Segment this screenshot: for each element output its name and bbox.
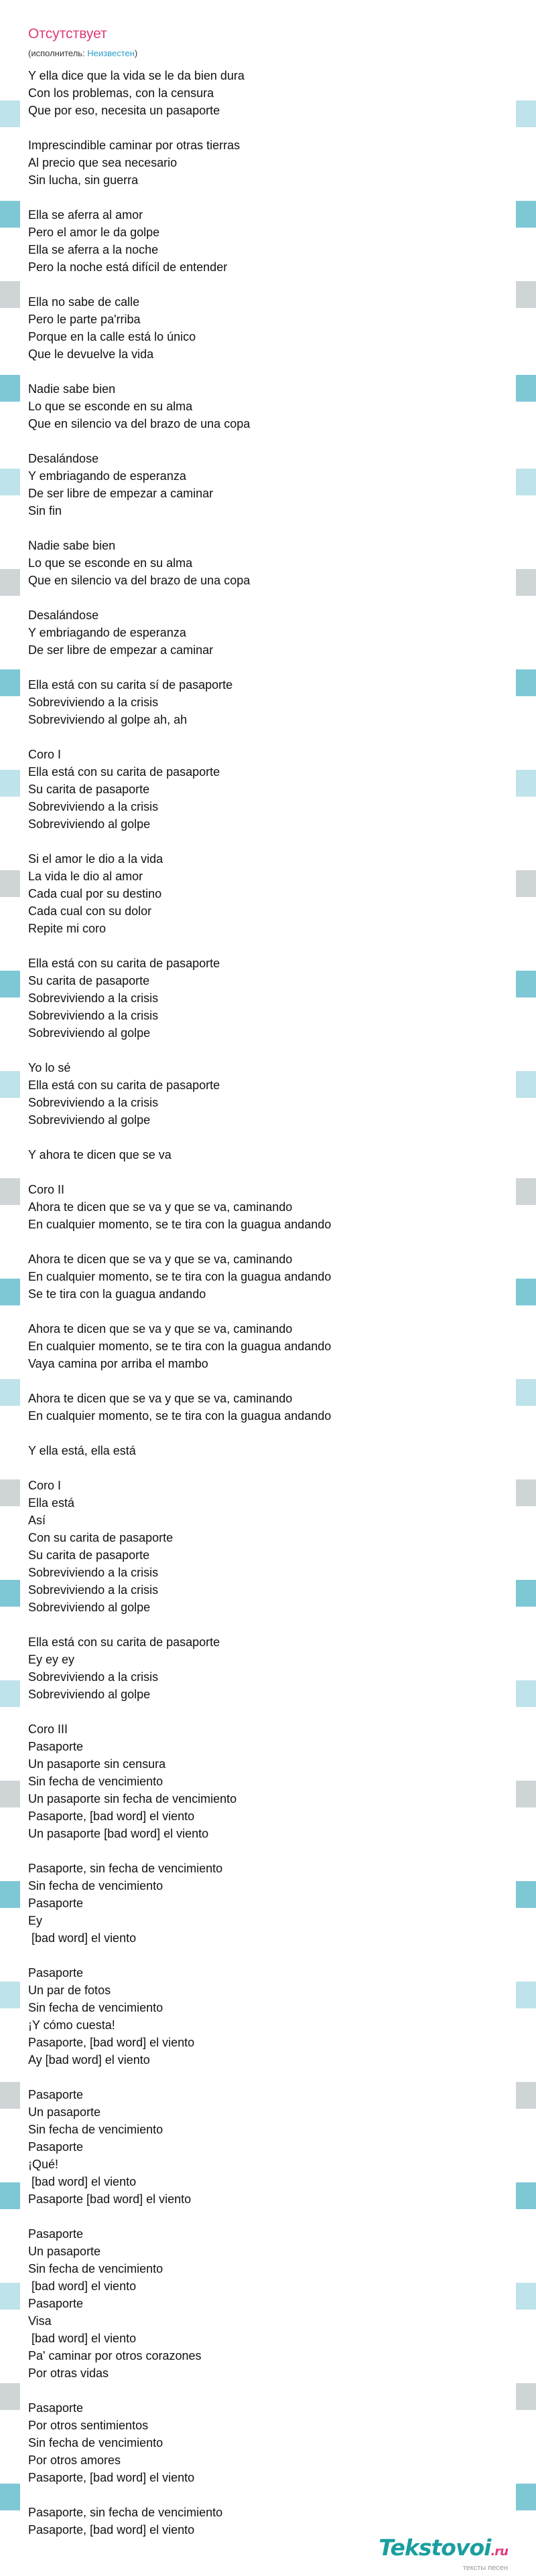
lyric-spacer: [28, 1616, 497, 1633]
lyric-line: Pasaporte, [bad word] el viento: [28, 1809, 195, 1823]
lyric-line: Porque en la calle está lo único: [28, 330, 196, 343]
lyric-line: Con su carita de pasaporte: [28, 1531, 174, 1544]
lyric-line: Ay [bad word] el viento: [28, 2053, 150, 2067]
lyric-line: Sin fecha de vencimiento: [28, 2262, 163, 2275]
lyric-spacer: [28, 189, 497, 206]
lyric-spacer: [28, 589, 497, 607]
lyric-line: Si el amor le dio a la vida: [28, 852, 163, 866]
lyric-line: Desalándose: [28, 452, 99, 465]
artist-prefix: (исполнитель:: [28, 48, 88, 58]
lyric-line: Sin fecha de vencimiento: [28, 2123, 163, 2136]
logo-name: Tekstovoi: [379, 2534, 491, 2561]
lyric-line: Sobreviviendo al golpe: [28, 1601, 151, 1614]
lyric-line: Pasaporte: [28, 1897, 84, 1910]
lyric-line: Su carita de pasaporte: [28, 974, 150, 987]
lyric-line: Por otras vidas: [28, 2366, 109, 2380]
lyric-line: Por otros sentimientos: [28, 2419, 149, 2432]
lyric-spacer: [28, 1303, 497, 1320]
lyric-line: Coro I: [28, 748, 62, 761]
logo-tld: .ru: [490, 2545, 508, 2559]
lyric-line: Ella no sabe de calle: [28, 295, 140, 309]
lyric-line: Pasaporte: [28, 2088, 84, 2101]
lyric-line: Un pasaporte: [28, 2105, 101, 2119]
lyric-line: Cada cual por su destino: [28, 887, 162, 900]
lyric-spacer: [28, 2069, 497, 2086]
lyric-line: Sobreviviendo a la crisis: [28, 1583, 159, 1597]
artist-line: [28, 48, 137, 59]
lyric-line: Ey ey ey: [28, 1653, 75, 1666]
lyric-line: Pero le parte pa'rriba: [28, 313, 141, 326]
lyric-line: Ella está con su carita de pasaporte: [28, 1635, 220, 1649]
lyric-spacer: [28, 1233, 497, 1251]
lyric-line: Imprescindible caminar por otras tierras: [28, 139, 241, 152]
lyric-line: Y embriagando de esperanza: [28, 626, 186, 639]
lyric-spacer: [28, 276, 497, 293]
lyric-spacer: [28, 2382, 497, 2399]
lyric-line: Un par de fotos: [28, 1984, 111, 1997]
lyric-line: La vida le dio al amor: [28, 870, 143, 883]
lyric-line: Con los problemas, con la censura: [28, 86, 214, 100]
artist-suffix: ): [134, 48, 138, 58]
lyric-line: Sobreviviendo al golpe: [28, 1688, 151, 1701]
lyric-line: Yo lo sé: [28, 1061, 71, 1074]
lyric-line: Sin fin: [28, 504, 62, 517]
lyric-line: Que en silencio va del brazo de una copa: [28, 417, 251, 430]
lyric-line: Ahora te dicen que se va y que se va, caminando: [28, 1322, 293, 1336]
lyric-line: Ella se aferra al amor: [28, 208, 143, 222]
lyric-line: Que por eso, necesita un pasaporte: [28, 104, 220, 117]
lyric-line: Pero la noche está difícil de entender: [28, 260, 228, 274]
lyric-line: Pasaporte, [bad word] el viento: [28, 2523, 195, 2537]
lyric-spacer: [28, 728, 497, 746]
lyric-line: Sin fecha de vencimiento: [28, 2001, 163, 2014]
lyric-line: Pasaporte, [bad word] el viento: [28, 2036, 195, 2049]
lyric-line: Nadie sabe bien: [28, 539, 116, 552]
lyric-line: Que en silencio va del brazo de una copa: [28, 574, 251, 587]
lyric-line: Sobreviviendo a la crisis: [28, 1566, 159, 1579]
lyric-spacer: [28, 2486, 497, 2504]
lyric-line: [bad word] el viento: [28, 1931, 137, 1945]
lyric-spacer: [28, 519, 497, 537]
lyric-line: Ella está con su carita de pasaporte: [28, 1078, 220, 1092]
lyric-line: Ella está con su carita de pasaporte: [28, 765, 220, 779]
lyric-line: Pero el amor le da golpe: [28, 226, 160, 239]
lyric-line: ¡Qué!: [28, 2158, 59, 2171]
lyric-line: Un pasaporte: [28, 2245, 101, 2258]
lyric-line: Ella se aferra a la noche: [28, 243, 159, 256]
lyric-line: De ser libre de empezar a caminar: [28, 487, 214, 500]
lyric-line: Sobreviviendo a la crisis: [28, 800, 159, 813]
lyric-line: Sobreviviendo a la crisis: [28, 1670, 159, 1684]
page-title: Отсутствует: [28, 26, 107, 42]
lyric-spacer: [28, 1703, 497, 1720]
lyric-line: Pasaporte: [28, 2140, 84, 2154]
lyric-spacer: [28, 659, 497, 676]
lyric-line: Nadie sabe bien: [28, 382, 116, 396]
lyric-line: Visa: [28, 2314, 52, 2328]
lyric-line: Un pasaporte sin fecha de vencimiento: [28, 1792, 237, 1805]
lyric-line: Sobreviviendo a la crisis: [28, 1096, 159, 1109]
lyric-line: Vaya camina por arriba el mambo: [28, 1357, 208, 1370]
lyric-line: Y ella dice que la vida se le da bien dura: [28, 69, 245, 82]
lyric-line: Pasaporte, [bad word] el viento: [28, 2471, 195, 2484]
lyric-line: Sobreviviendo al golpe: [28, 1026, 151, 1040]
lyric-line: Sobreviviendo a la crisis: [28, 1009, 159, 1022]
lyric-line: Así: [28, 1514, 46, 1527]
lyric-line: Lo que se esconde en su alma: [28, 400, 193, 413]
site-logo[interactable]: [379, 2536, 508, 2572]
logo-tagline: тексты песен: [462, 2564, 508, 2572]
lyric-spacer: [28, 937, 497, 955]
lyric-spacer: [28, 1129, 497, 1146]
lyric-line: Pasaporte: [28, 2297, 84, 2310]
lyric-line: En cualquier momento, se te tira con la guagua andando: [28, 1340, 332, 1353]
lyric-line: Por otros amores: [28, 2453, 121, 2467]
lyric-line: Coro III: [28, 1722, 68, 1736]
lyric-line: Pa' caminar por otros corazones: [28, 2349, 202, 2362]
lyric-spacer: [28, 1947, 497, 1964]
lyric-line: Desalándose: [28, 609, 99, 622]
lyric-line: [bad word] el viento: [28, 2175, 137, 2188]
lyric-spacer: [28, 1842, 497, 1860]
lyric-line: Cada cual con su dolor: [28, 904, 152, 918]
lyric-line: Ahora te dicen que se va y que se va, caminando: [28, 1392, 293, 1405]
lyric-line: Un pasaporte [bad word] el viento: [28, 1827, 209, 1840]
lyric-line: Lo que se esconde en su alma: [28, 556, 193, 570]
artist-link[interactable]: Неизвестен: [87, 48, 135, 58]
lyric-line: En cualquier momento, se te tira con la guagua andando: [28, 1218, 332, 1231]
lyric-line: Pasaporte: [28, 2227, 84, 2241]
lyric-line: Ella está con su carita sí de pasaporte: [28, 678, 233, 692]
lyric-line: Un pasaporte sin censura: [28, 1757, 166, 1771]
lyric-line: ¡Y cómo cuesta!: [28, 2018, 115, 2032]
lyric-line: Sin fecha de vencimiento: [28, 2436, 163, 2449]
lyric-line: Al precio que sea necesario: [28, 156, 178, 169]
lyric-line: Coro II: [28, 1183, 65, 1196]
lyrics-card: [20, 20, 516, 2576]
lyric-line: Pasaporte: [28, 1740, 84, 1753]
lyric-line: Ella está: [28, 1496, 75, 1510]
lyric-spacer: [28, 833, 497, 850]
lyric-line: [bad word] el viento: [28, 2332, 137, 2345]
lyric-line: Pasaporte, sin fecha de vencimiento: [28, 1862, 223, 1875]
lyric-spacer: [28, 2208, 497, 2225]
lyric-line: Pasaporte, sin fecha de vencimiento: [28, 2506, 223, 2519]
lyric-line: Repite mi coro: [28, 922, 107, 935]
lyric-spacer: [28, 1425, 497, 1442]
lyric-line: Sobreviviendo al golpe: [28, 817, 151, 831]
lyric-line: Sin fecha de vencimiento: [28, 1879, 163, 1893]
lyric-line: Pasaporte: [28, 2401, 84, 2415]
lyric-line: En cualquier momento, se te tira con la guagua andando: [28, 1409, 332, 1423]
lyric-line: Se te tira con la guagua andando: [28, 1287, 206, 1301]
lyric-spacer: [28, 1163, 497, 1181]
lyric-line: Sobreviviendo a la crisis: [28, 991, 159, 1005]
lyric-spacer: [28, 119, 497, 137]
lyric-line: Ey: [28, 1914, 43, 1927]
lyric-line: Y ahora te dicen que se va: [28, 1148, 172, 1161]
lyric-line: De ser libre de empezar a caminar: [28, 643, 214, 657]
lyric-line: Ahora te dicen que se va y que se va, caminando: [28, 1253, 293, 1266]
lyric-line: Su carita de pasaporte: [28, 1548, 150, 1562]
lyric-line: Sobreviviendo al golpe ah, ah: [28, 713, 188, 726]
lyric-spacer: [28, 363, 497, 380]
lyric-line: Sin fecha de vencimiento: [28, 1775, 163, 1788]
lyric-spacer: [28, 432, 497, 450]
lyrics-body: [28, 67, 497, 2539]
lyric-spacer: [28, 1372, 497, 1390]
lyric-line: Sobreviviendo al golpe: [28, 1113, 151, 1127]
lyric-line: Pasaporte [bad word] el viento: [28, 2192, 192, 2206]
lyric-line: Pasaporte: [28, 1966, 84, 1980]
lyric-spacer: [28, 1042, 497, 1059]
lyric-line: En cualquier momento, se te tira con la guagua andando: [28, 1270, 332, 1283]
lyric-line: Coro I: [28, 1479, 62, 1492]
lyric-line: Y ella está, ella está: [28, 1444, 136, 1457]
lyric-spacer: [28, 1459, 497, 1477]
lyric-line: Sobreviviendo a la crisis: [28, 696, 159, 709]
lyric-line: Ella está con su carita de pasaporte: [28, 957, 220, 970]
lyric-line: Ahora te dicen que se va y que se va, caminando: [28, 1200, 293, 1214]
lyric-line: Sin lucha, sin guerra: [28, 173, 139, 187]
lyric-line: Y embriagando de esperanza: [28, 469, 186, 483]
lyric-line: [bad word] el viento: [28, 2279, 137, 2293]
lyric-line: Su carita de pasaporte: [28, 783, 150, 796]
lyric-line: Que le devuelve la vida: [28, 347, 154, 361]
